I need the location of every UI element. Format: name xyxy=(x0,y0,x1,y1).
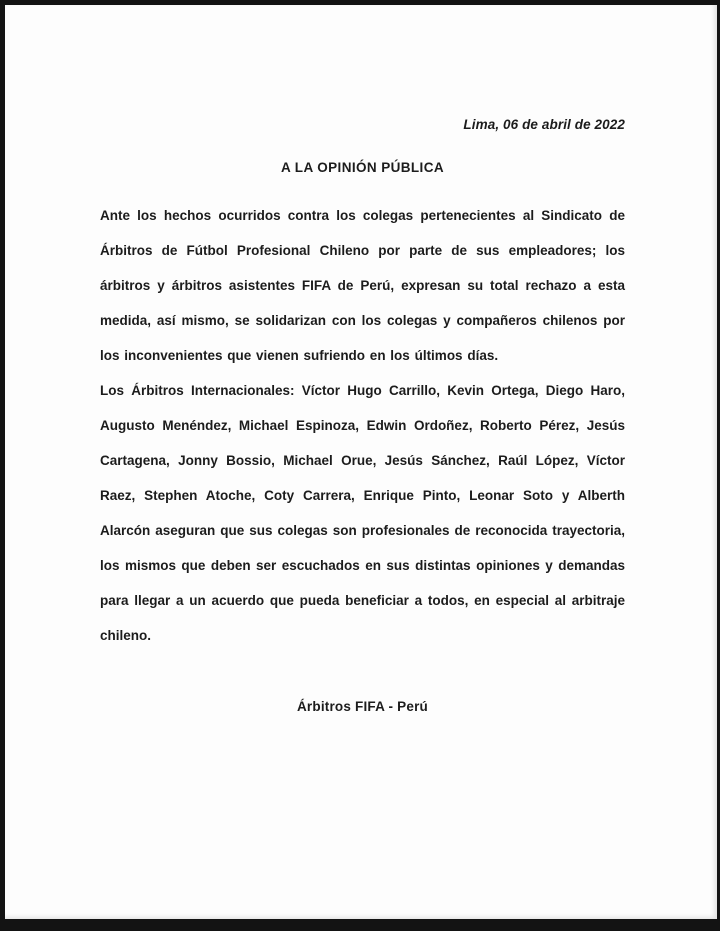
paragraph-referees-list: Los Árbitros Internacionales: Víctor Hugo Carrillo, Kevin Ortega, Diego Haro, Augusto Menéndez, Michael Espinoza, Edwin Ordoñez, Roberto Pérez, Jesús Cartagena, Jonny Bossio, Michael Orue, Jesús Sánchez, Raúl López, Víctor Raez, Stephen Atoche, Coty Carrera, Enrique Pinto, Leonar Soto y Alberth Alarcón aseguran que sus colegas son profesionales de reconocida trayectoria, los mismos que deben ser escuchados en sus distintas opiniones y demandas para llegar a un acuerdo que pueda beneficiar a todos, en especial al arbitraje chileno. xyxy=(100,383,625,643)
document-page xyxy=(5,5,717,919)
date-line: Lima, 06 de abril de 2022 xyxy=(463,117,625,132)
paragraph-intro: Ante los hechos ocurridos contra los colegas pertenecientes al Sindicato de Árbitros de Fútbol Profesional Chileno por parte de sus empleadores; los árbitros y árbitros asistentes FIFA de Perú, expresan su total rechazo a esta medida, así mismo, se solidarizan con los colegas y compañeros chilenos por los inconvenientes que vienen sufriendo en los últimos días. xyxy=(100,208,625,363)
document-content xyxy=(100,5,625,714)
signature-line: Árbitros FIFA - Perú xyxy=(296,699,428,714)
document-title: A LA OPINIÓN PÚBLICA xyxy=(281,160,444,175)
